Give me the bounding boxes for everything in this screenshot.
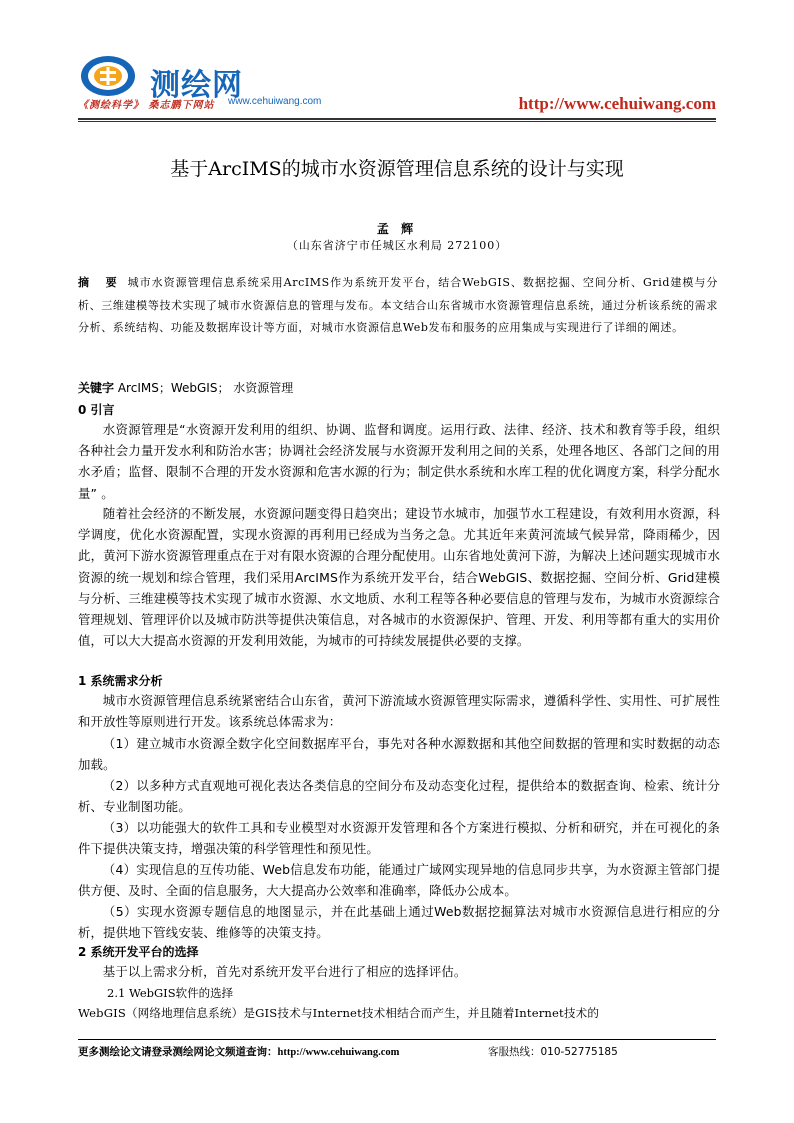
header-divider-thin — [78, 121, 716, 122]
paragraph: WebGIS（网络地理信息系统）是GIS技术与Internet技术相结合而产生，并且随着Internet技术的 — [78, 1006, 600, 1020]
paragraph: 随着社会经济的不断发展，水资源问题变得日趋突出；建设节水城市，加强节水工程建设，有效利用水资源，科学调度，优化水资源配置，实现水资源的再利用已经成为当务之急。尤其近年来黄河流域气候异常，降雨稀少，因此，黄河下游水资源管理重点在于对有限水资源的合理分配使用。山东省地处黄河下游，为解决上述问题实现城市水资源的统一规划和综合管理，我们采用ArcIMS作为系统开发平台，结合WebGIS、数据挖掘、空间分析、Grid建模与分析、三维建模等技术实现了城市水资源、水文地质、水利工程等各种必要信息的管理与发布，为城市水资源综合管理规划、管理评价以及城市防洪等提供决策信息，对各城市的水资源保护、管理、开发、利用等都有重大的实用价值，可以大大提高水资源的开发利用效能，为城市的可持续发展提供必要的支撑。 — [78, 506, 720, 649]
globe-logo-icon — [78, 52, 148, 100]
footer-url-link[interactable]: http://www.cehuiwang.com — [277, 1047, 400, 1058]
section-heading-platform: 2 系统开发平台的选择 — [78, 945, 199, 959]
footer-hotline: 客服热线：010-52775185 — [488, 1046, 618, 1058]
footer-promo — [78, 1044, 399, 1059]
site-logo[interactable] — [78, 52, 322, 122]
abstract-text: 城市水资源管理信息系统采用ArcIMS作为系统开发平台，结合WebGIS、数据挖掘、空间分析、Grid建模与分析、三维建模等技术实现了城市水资源信息的管理与发布。本文结合山东省城市水资源管理信息系统，通过分析该系统的需求分析、系统结构、功能及数据库设计等方面，对城市水资源信息Web发布和服务的应用集成与实现进行了详细的阐述。 — [78, 276, 718, 334]
paragraph: 水资源管理是“水资源开发利用的组织、协调、监督和调度。运用行政、法律、经济、技术和教育等手段，组织各种社会力量开发水利和防治水害；协调社会经济发展与水资源开发利用之间的关系，处理各地区、各部门之间的用水矛盾；监督、限制不合理的开发水资源和危害水源的行为；制定供水系统和水库工程的优化调度方案，科学分配水量” 。 — [78, 422, 720, 501]
abstract-label: 摘 要 — [78, 276, 124, 289]
logo-url: www.cehuiwang.com — [228, 96, 322, 107]
paper-author: 孟 辉 — [376, 222, 418, 236]
logo-text: 测绘网 — [150, 68, 243, 103]
site-url-link[interactable]: http://www.cehuiwang.com — [518, 94, 716, 113]
subsection-heading: 2.1 WebGIS软件的选择 — [107, 986, 234, 1000]
requirement-item: （4）实现信息的互传功能、Web信息发布功能，能通过广域网实现异地的信息同步共享，为水资源主管部门提供方便、及时、全面的信息服务，大大提高办公效率和准确率，降低办公成本。 — [78, 862, 720, 899]
keywords-text: ArcIMS；WebGIS； 水资源管理 — [117, 381, 294, 395]
keywords-label: 关键字 — [78, 381, 115, 395]
footer-promo-text: 更多测绘论文请登录测绘网论文频道查询： — [78, 1046, 278, 1058]
abstract — [78, 272, 718, 340]
paragraph: 基于以上需求分析，首先对系统开发平台进行了相应的选择评估。 — [102, 964, 467, 979]
header-divider — [78, 118, 716, 120]
logo-slogan: 《测绘科学》 桑志鹏下网站 — [78, 100, 215, 111]
requirement-item: （5）实现水资源专题信息的地图显示，并在此基础上通过Web数据挖掘算法对城市水资源信息进行相应的分析，提供地下管线安装、维修等的决策支持。 — [78, 904, 720, 941]
paragraph: 城市水资源管理信息系统紧密结合山东省，黄河下游流域水资源管理实际需求，遵循科学性、实用性、可扩展性和开放性等原则进行开发。该系统总体需求为： — [78, 693, 720, 730]
section-heading-requirements: 1 系统需求分析 — [78, 674, 163, 688]
section-heading-intro: 0 引言 — [78, 403, 115, 417]
keywords — [78, 379, 293, 396]
requirement-item: （3）以功能强大的软件工具和专业模型对水资源开发管理和各个方案进行模拟、分析和研究，并在可视化的条件下提供决策支持，增强决策的科学管理性和预见性。 — [78, 820, 720, 857]
requirement-item: （2）以多种方式直观地可视化表达各类信息的空间分布及动态变化过程，提供给本的数据查询、检索、统计分析、专业制图功能。 — [78, 778, 720, 815]
paper-affiliation: （山东省济宁市任城区水利局 272100） — [286, 239, 508, 252]
requirement-item: （1）建立城市水资源全数字化空间数据库平台，事先对各种水源数据和其他空间数据的管理和实时数据的动态加载。 — [78, 736, 720, 773]
footer-divider — [78, 1039, 716, 1040]
paper-title: 基于ArcIMS的城市水资源管理信息系统的设计与实现 — [170, 158, 624, 180]
